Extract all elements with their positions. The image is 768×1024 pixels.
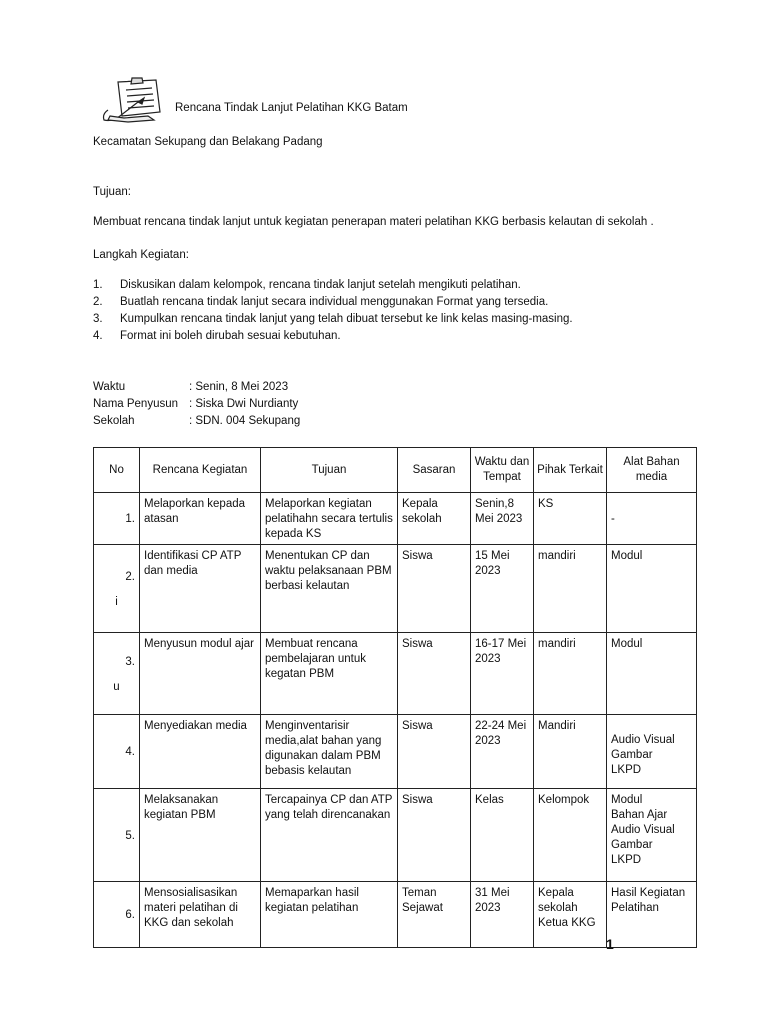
cell-no bbox=[94, 493, 140, 545]
cell-alat: - bbox=[607, 493, 697, 545]
header-tujuan: Tujuan bbox=[261, 448, 398, 493]
row-number-mark: i bbox=[115, 595, 118, 608]
cell-waktu: 31 Mei 2023 bbox=[471, 882, 534, 948]
cell-tujuan: Menentukan CP dan waktu pelaksanaan PBM berbasi kelautan bbox=[261, 545, 398, 633]
cell-alat: Modul bbox=[607, 545, 697, 633]
info-key: Waktu bbox=[93, 381, 126, 393]
list-number: 4. bbox=[93, 330, 103, 342]
cell-waktu: Kelas bbox=[471, 789, 534, 882]
info-value: : SDN. 004 Sekupang bbox=[189, 415, 301, 427]
table-row bbox=[94, 545, 697, 633]
list-number: 1. bbox=[93, 279, 103, 291]
cell-pihak: KS bbox=[534, 493, 607, 545]
cell-sasaran: Kepala sekolah bbox=[398, 493, 471, 545]
table-row bbox=[94, 715, 697, 789]
cell-tujuan: Tercapainya CP dan ATP yang telah direncanakan bbox=[261, 789, 398, 882]
cell-waktu: 16-17 Mei 2023 bbox=[471, 633, 534, 715]
page-number: 1 bbox=[606, 936, 614, 952]
info-block bbox=[93, 379, 300, 430]
header-sasaran: Sasaran bbox=[398, 448, 471, 493]
table-header-row bbox=[94, 448, 697, 493]
cell-pihak: Mandiri bbox=[534, 715, 607, 789]
info-value: : Siska Dwi Nurdianty bbox=[189, 398, 299, 410]
cell-sasaran: Teman Sejawat bbox=[398, 882, 471, 948]
row-number: 1. bbox=[125, 513, 135, 525]
cell-kegiatan: Mensosialisasikan materi pelatihan di KKG dan sekolah bbox=[140, 882, 261, 948]
list-number: 2. bbox=[93, 296, 103, 308]
cell-kegiatan: Melaporkan kepada atasan bbox=[140, 493, 261, 545]
table-row bbox=[94, 789, 697, 882]
langkah-label: Langkah Kegiatan: bbox=[93, 249, 189, 261]
cell-no bbox=[94, 789, 140, 882]
cell-sasaran: Siswa bbox=[398, 789, 471, 882]
cell-pihak: mandiri bbox=[534, 545, 607, 633]
cell-sasaran: Siswa bbox=[398, 715, 471, 789]
cell-sasaran: Siswa bbox=[398, 633, 471, 715]
cell-kegiatan: Melaksanakan kegiatan PBM bbox=[140, 789, 261, 882]
info-row bbox=[93, 413, 300, 430]
cell-no bbox=[94, 715, 140, 789]
cell-alat: Modul Bahan Ajar Audio Visual Gambar LKPD bbox=[607, 789, 697, 882]
info-row bbox=[93, 396, 300, 413]
cell-tujuan: Melaporkan kegiatan pelatihahn secara tertulis kepada KS bbox=[261, 493, 398, 545]
header-kegiatan: Rencana Kegiatan bbox=[140, 448, 261, 493]
cell-no bbox=[94, 633, 140, 715]
list-item bbox=[93, 328, 573, 345]
list-text: Kumpulkan rencana tindak lanjut yang telah dibuat tersebut ke link kelas masing-masing. bbox=[120, 313, 573, 325]
row-number: 4. bbox=[125, 746, 135, 758]
cell-waktu: 22-24 Mei 2023 bbox=[471, 715, 534, 789]
cell-waktu: 15 Mei 2023 bbox=[471, 545, 534, 633]
document-subtitle: Kecamatan Sekupang dan Belakang Padang bbox=[93, 136, 323, 148]
list-text: Format ini boleh dirubah sesuai kebutuhan. bbox=[120, 330, 341, 342]
header-pihak: Pihak Terkait bbox=[534, 448, 607, 493]
cell-kegiatan: Identifikasi CP ATP dan media bbox=[140, 545, 261, 633]
cell-alat: Hasil Kegiatan Pelatihan bbox=[607, 882, 697, 948]
row-number-mark: u bbox=[113, 680, 120, 693]
header-no: No bbox=[94, 448, 140, 493]
table-row bbox=[94, 633, 697, 715]
tujuan-label: Tujuan: bbox=[93, 186, 131, 198]
cell-tujuan: Memaparkan hasil kegiatan pelatihan bbox=[261, 882, 398, 948]
rtl-table bbox=[93, 447, 697, 948]
cell-sasaran: Siswa bbox=[398, 545, 471, 633]
cell-kegiatan: Menyusun modul ajar bbox=[140, 633, 261, 715]
cell-kegiatan: Menyediakan media bbox=[140, 715, 261, 789]
list-number: 3. bbox=[93, 313, 103, 325]
info-row bbox=[93, 379, 300, 396]
cell-pihak: Kelompok bbox=[534, 789, 607, 882]
info-key: Nama Penyusun bbox=[93, 398, 179, 410]
cell-alat: Modul bbox=[607, 633, 697, 715]
cell-pihak: Kepala sekolah Ketua KKG bbox=[534, 882, 607, 948]
cell-tujuan: Menginventarisir media,alat bahan yang digunakan dalam PBM bebasis kelautan bbox=[261, 715, 398, 789]
document-title: Rencana Tindak Lanjut Pelatihan KKG Batam bbox=[175, 102, 408, 114]
cell-tujuan: Membuat rencana pembelajaran untuk kegatan PBM bbox=[261, 633, 398, 715]
clipboard-icon bbox=[98, 76, 168, 124]
cell-no bbox=[94, 545, 140, 633]
row-number: 3. bbox=[125, 655, 135, 668]
header-alat: Alat Bahan media bbox=[607, 448, 697, 493]
cell-alat: Audio Visual Gambar LKPD bbox=[607, 715, 697, 789]
tujuan-text: Membuat rencana tindak lanjut untuk kegiatan penerapan materi pelatihan KKG berbasis kelautan di sekolah . bbox=[93, 216, 654, 228]
list-text: Buatlah rencana tindak lanjut secara individual menggunakan Format yang tersedia. bbox=[120, 296, 549, 308]
list-item bbox=[93, 277, 573, 294]
table-row bbox=[94, 493, 697, 545]
cell-no bbox=[94, 882, 140, 948]
row-number: 5. bbox=[125, 829, 135, 842]
row-number: 6. bbox=[125, 909, 135, 921]
cell-waktu: Senin,8 Mei 2023 bbox=[471, 493, 534, 545]
list-item bbox=[93, 311, 573, 328]
header-waktu: Waktu dan Tempat bbox=[471, 448, 534, 493]
info-key: Sekolah bbox=[93, 415, 135, 427]
cell-pihak: mandiri bbox=[534, 633, 607, 715]
info-value: : Senin, 8 Mei 2023 bbox=[189, 381, 289, 393]
list-text: Diskusikan dalam kelompok, rencana tindak lanjut setelah mengikuti pelatihan. bbox=[120, 279, 521, 291]
list-item bbox=[93, 294, 573, 311]
langkah-list bbox=[93, 277, 573, 345]
row-number: 2. bbox=[125, 570, 135, 583]
table-body bbox=[94, 493, 697, 948]
